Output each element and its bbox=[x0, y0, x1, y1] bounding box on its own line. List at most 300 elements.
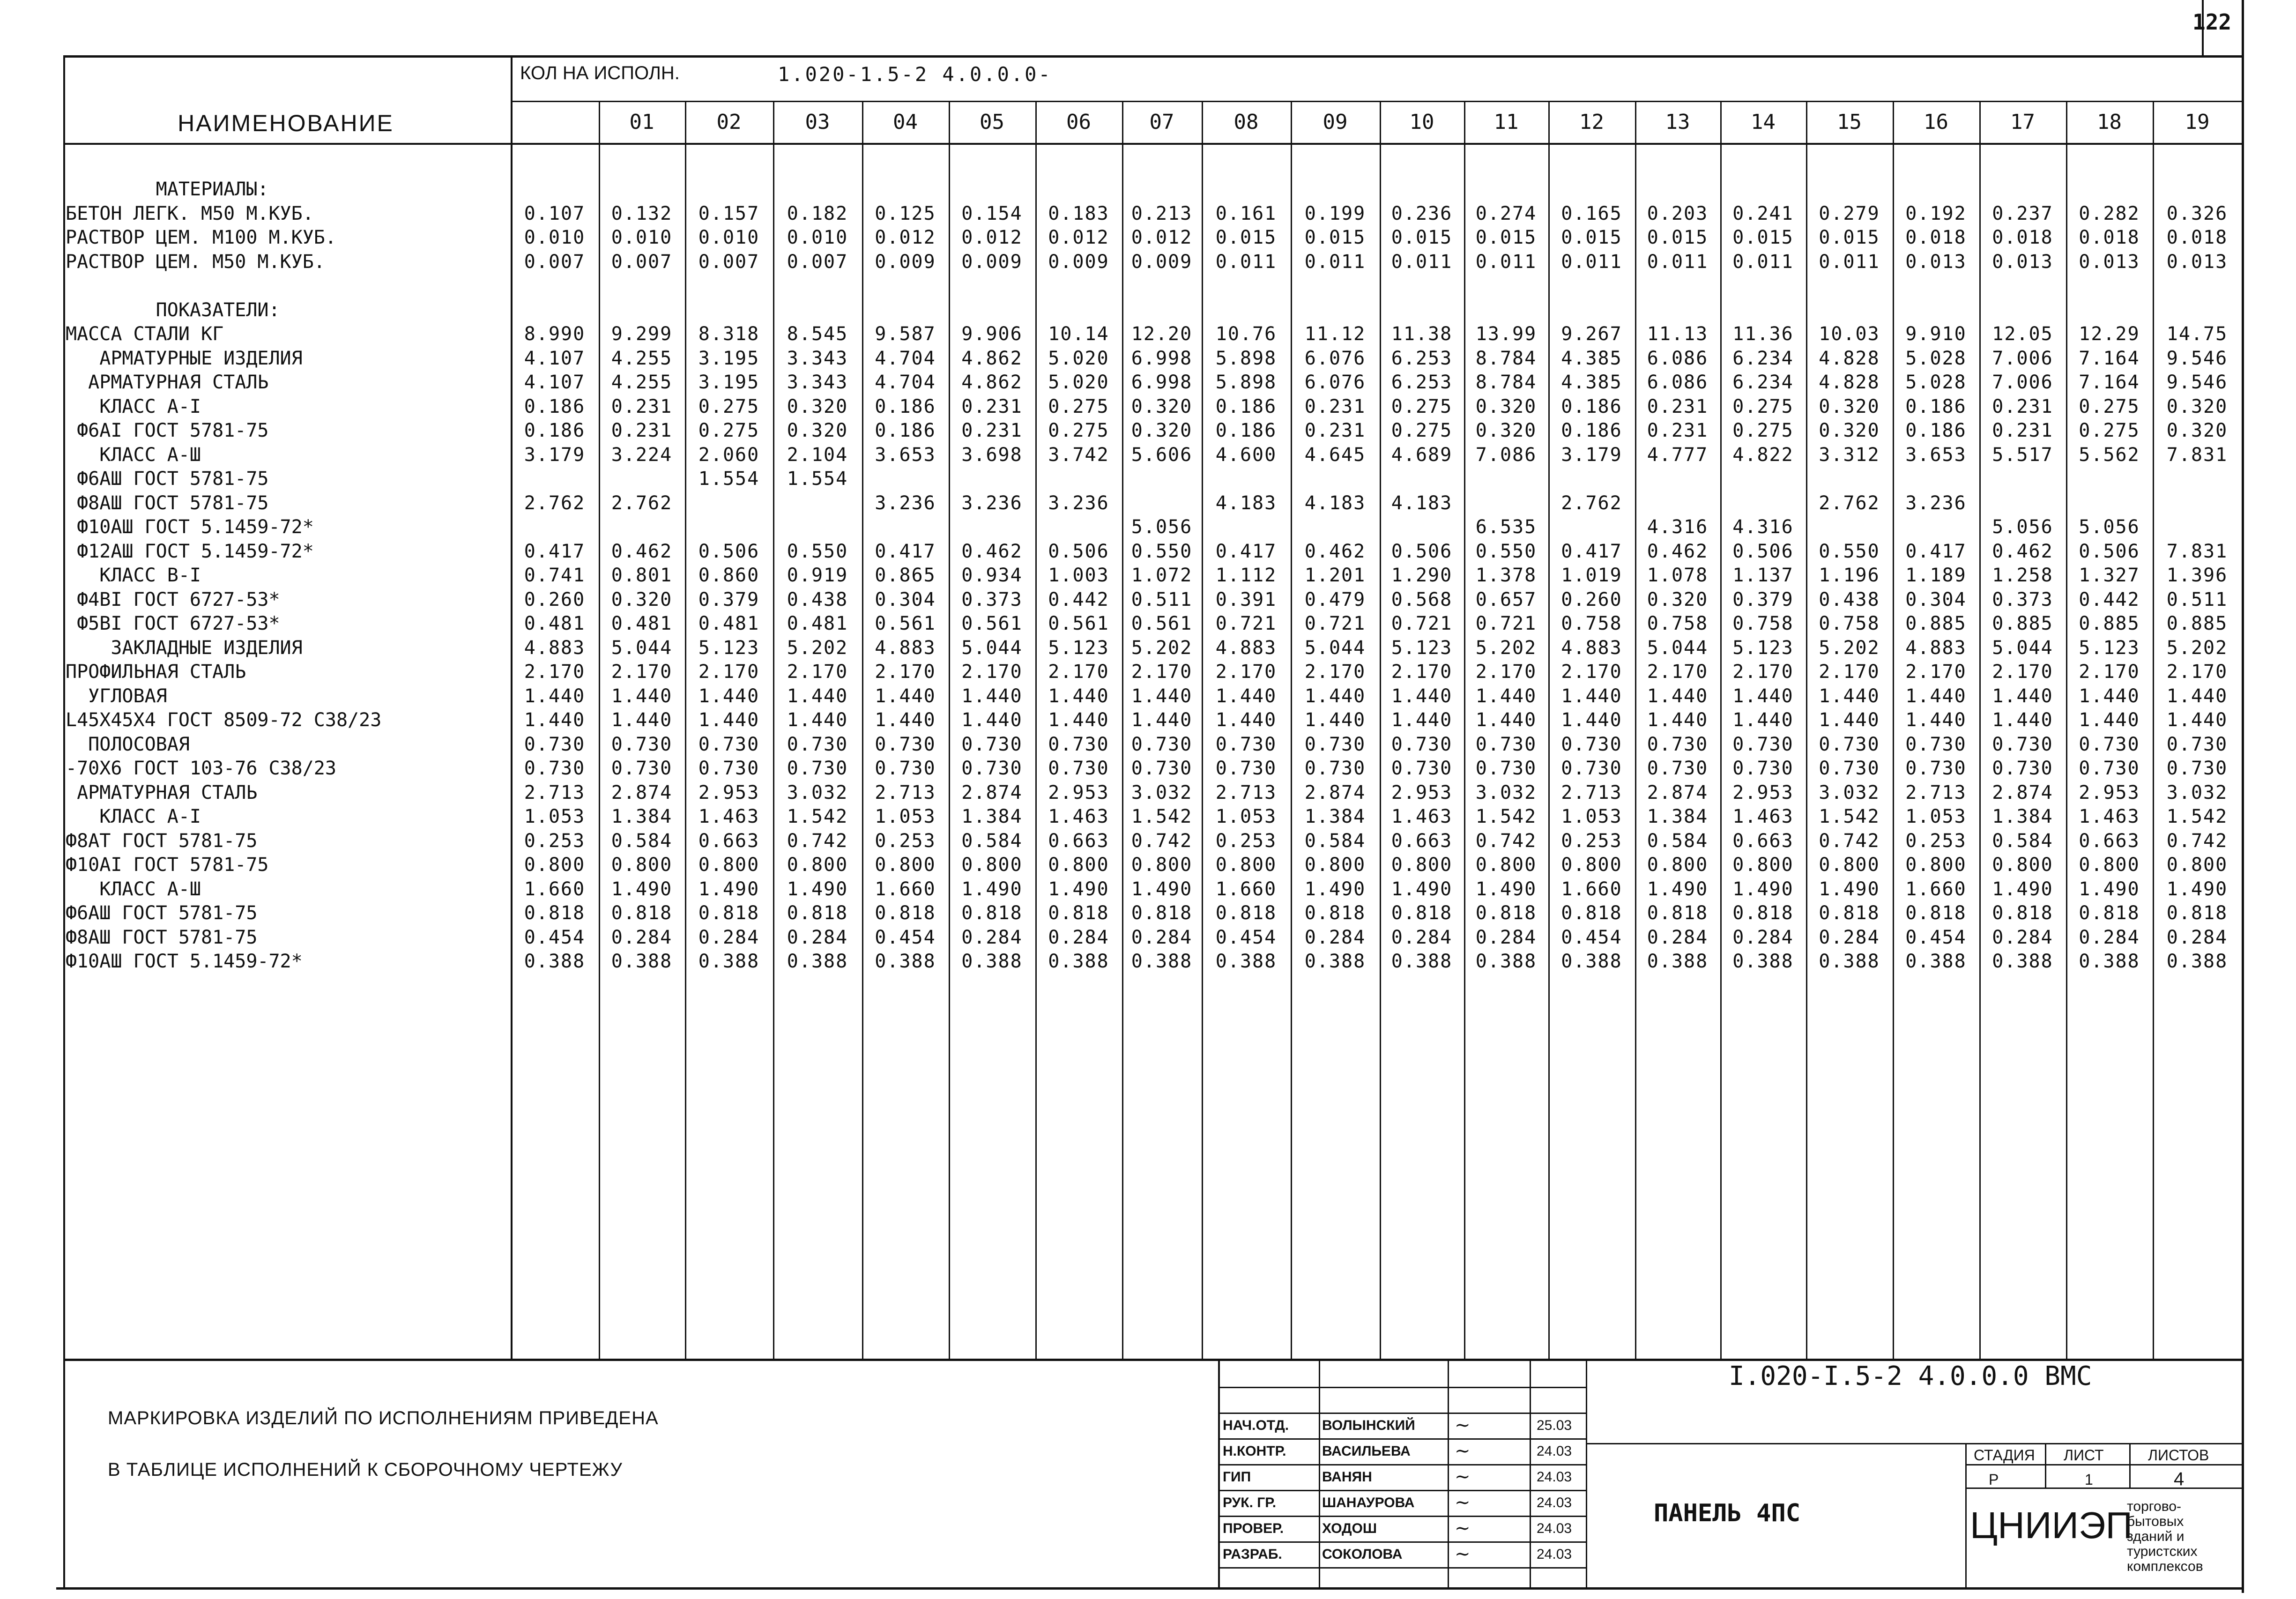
table-cell: 3.698 bbox=[961, 444, 1023, 466]
table-cell: 0.730 bbox=[961, 733, 1023, 755]
table-cell: 9.587 bbox=[875, 323, 936, 345]
table-cell: 0.885 bbox=[1905, 613, 1967, 634]
table-cell: 4.385 bbox=[1561, 372, 1622, 393]
table-cell: 1.053 bbox=[524, 806, 586, 827]
table-cell: 2.874 bbox=[611, 781, 673, 803]
table-cell: 4.883 bbox=[1905, 637, 1967, 659]
table-cell: 0.275 bbox=[698, 395, 760, 417]
table-cell: 0.657 bbox=[1475, 588, 1537, 610]
table-cell: 0.730 bbox=[1647, 758, 1709, 779]
table-cell: 1.542 bbox=[1131, 806, 1193, 827]
table-cell: 0.010 bbox=[787, 227, 848, 248]
table-cell: 5.898 bbox=[1215, 372, 1277, 393]
table-cell: 2.170 bbox=[1475, 661, 1537, 683]
table-cell: 1.440 bbox=[611, 709, 673, 731]
table-cell: 0.275 bbox=[1391, 420, 1453, 441]
table-cell: 1.440 bbox=[1475, 685, 1537, 707]
table-cell: 1.490 bbox=[1391, 878, 1453, 900]
table-cell: 0.284 bbox=[611, 926, 673, 948]
table-cell: 4.828 bbox=[1819, 372, 1880, 393]
table-cell: 0.730 bbox=[1819, 733, 1880, 755]
table-cell: 0.730 bbox=[1131, 733, 1193, 755]
table-cell: 0.934 bbox=[961, 565, 1023, 586]
row-label: Ф12АШ ГОСТ 5.1459-72* bbox=[66, 540, 314, 562]
signer-date: 24.03 bbox=[1537, 1443, 1572, 1459]
table-cell: 0.011 bbox=[1304, 251, 1366, 273]
table-cell: 1.660 bbox=[875, 878, 936, 900]
column-header-15: 15 bbox=[1837, 110, 1862, 134]
note-line-2: В ТАБЛИЦЕ ИСПОЛНЕНИЙ К СБОРОЧНОМУ ЧЕРТЕЖУ bbox=[108, 1459, 623, 1480]
table-cell: 0.730 bbox=[1819, 758, 1880, 779]
row-label: Ф6АШ ГОСТ 5781-75 bbox=[66, 902, 258, 924]
table-cell: 0.236 bbox=[1391, 202, 1453, 224]
signer-role: Н.КОНТР. bbox=[1223, 1443, 1286, 1459]
table-cell: 1.440 bbox=[1732, 709, 1794, 731]
table-cell: 0.015 bbox=[1215, 227, 1277, 248]
table-cell: 0.018 bbox=[1905, 227, 1967, 248]
signer-name: ВОЛЫНСКИЙ bbox=[1322, 1418, 1415, 1433]
table-cell: 0.511 bbox=[1131, 588, 1193, 610]
organization-subtitle: торгово- бытовых зданий и туристских комплексов bbox=[2127, 1499, 2203, 1574]
table-cell: 2.170 bbox=[698, 661, 760, 683]
table-cell: 0.442 bbox=[1048, 588, 1109, 610]
series-code: 1.020-1.5-2 4.0.0.0- bbox=[778, 63, 1052, 86]
table-cell: 2.953 bbox=[1391, 781, 1453, 803]
table-cell: 0.561 bbox=[961, 613, 1023, 634]
frame-left bbox=[63, 55, 65, 1587]
row-label: АРМАТУРНАЯ СТАЛЬ bbox=[66, 781, 258, 803]
stamp-col-sign bbox=[1530, 1361, 1531, 1588]
table-cell: 1.440 bbox=[2166, 709, 2228, 731]
table-cell: 0.279 bbox=[1819, 202, 1880, 224]
table-cell: 0.275 bbox=[1391, 395, 1453, 417]
table-cell: 1.440 bbox=[1304, 685, 1366, 707]
stamp-stage-col1 bbox=[2045, 1443, 2046, 1487]
table-cell: 3.236 bbox=[1048, 492, 1109, 514]
table-cell: 0.584 bbox=[1647, 830, 1709, 852]
table-cell: 0.284 bbox=[961, 926, 1023, 948]
table-cell: 6.234 bbox=[1732, 372, 1794, 393]
table-cell: 5.517 bbox=[1992, 444, 2053, 466]
table-cell: 0.275 bbox=[1732, 420, 1794, 441]
table-cell: 0.199 bbox=[1304, 202, 1366, 224]
row-label: АРМАТУРНЫЕ ИЗДЕЛИЯ bbox=[66, 347, 303, 369]
table-cell: 0.015 bbox=[1391, 227, 1453, 248]
table-cell: 0.584 bbox=[1304, 830, 1366, 852]
table-cell: 0.919 bbox=[787, 565, 848, 586]
table-cell: 0.730 bbox=[1304, 733, 1366, 755]
table-cell: 0.388 bbox=[1304, 951, 1366, 972]
table-cell: 1.201 bbox=[1304, 565, 1366, 586]
table-cell: 6.086 bbox=[1647, 347, 1709, 369]
table-cell: 2.170 bbox=[1647, 661, 1709, 683]
table-cell: 0.007 bbox=[524, 251, 586, 273]
table-cell: 0.730 bbox=[1475, 758, 1537, 779]
table-cell: 0.730 bbox=[611, 758, 673, 779]
table-cell: 4.883 bbox=[1561, 637, 1622, 659]
table-cell: 2.713 bbox=[1215, 781, 1277, 803]
table-cell: 0.009 bbox=[1048, 251, 1109, 273]
table-cell: 1.542 bbox=[787, 806, 848, 827]
table-cell: 5.123 bbox=[1048, 637, 1109, 659]
table-cell: 0.260 bbox=[524, 588, 586, 610]
table-cell: 3.032 bbox=[2166, 781, 2228, 803]
table-cell: 0.511 bbox=[2166, 588, 2228, 610]
table-cell: 0.015 bbox=[1561, 227, 1622, 248]
table-cell: 0.462 bbox=[611, 540, 673, 562]
table-cell: 1.053 bbox=[875, 806, 936, 827]
table-cell: 0.391 bbox=[1215, 588, 1277, 610]
table-cell: 0.721 bbox=[1391, 613, 1453, 634]
table-cell: 0.284 bbox=[1475, 926, 1537, 948]
table-cell: 1.440 bbox=[611, 685, 673, 707]
table-cell: 7.164 bbox=[2079, 372, 2140, 393]
table-cell: 0.417 bbox=[1215, 540, 1277, 562]
table-cell: 0.373 bbox=[1992, 588, 2053, 610]
table-cell: 1.463 bbox=[2079, 806, 2140, 827]
table-cell: 0.284 bbox=[698, 926, 760, 948]
column-header-11: 11 bbox=[1494, 110, 1519, 134]
table-cell: 0.275 bbox=[1732, 395, 1794, 417]
table-cell: 0.253 bbox=[1215, 830, 1277, 852]
column-header-19: 19 bbox=[2185, 110, 2210, 134]
table-cell: 0.741 bbox=[524, 565, 586, 586]
table-cell: 0.013 bbox=[1905, 251, 1967, 273]
row-label: Ф8АТ ГОСТ 5781-75 bbox=[66, 830, 258, 852]
table-cell: 0.379 bbox=[698, 588, 760, 610]
table-cell: 1.396 bbox=[2166, 565, 2228, 586]
table-cell: 1.196 bbox=[1819, 565, 1880, 586]
table-cell: 0.818 bbox=[1475, 902, 1537, 924]
table-cell: 1.463 bbox=[1391, 806, 1453, 827]
table-cell: 1.440 bbox=[1048, 685, 1109, 707]
table-cell: 2.762 bbox=[1819, 492, 1880, 514]
table-cell: 0.800 bbox=[1475, 854, 1537, 876]
table-cell: 0.438 bbox=[1819, 588, 1880, 610]
table-cell: 6.253 bbox=[1391, 347, 1453, 369]
table-cell: 8.784 bbox=[1475, 347, 1537, 369]
table-cell: 0.007 bbox=[611, 251, 673, 273]
table-cell: 0.388 bbox=[875, 951, 936, 972]
table-cell: 2.953 bbox=[1732, 781, 1794, 803]
table-cell: 1.440 bbox=[1048, 709, 1109, 731]
table-cell: 1.440 bbox=[961, 709, 1023, 731]
column-header-05: 05 bbox=[980, 110, 1004, 134]
table-cell: 3.653 bbox=[1905, 444, 1967, 466]
row-label: АРМАТУРНАЯ СТАЛЬ bbox=[66, 372, 269, 393]
table-cell: 0.018 bbox=[2079, 227, 2140, 248]
table-cell: 1.384 bbox=[1647, 806, 1709, 827]
stage-label: СТАДИЯ bbox=[1974, 1447, 2035, 1464]
table-cell: 0.320 bbox=[1131, 395, 1193, 417]
signer-role: РАЗРАБ. bbox=[1223, 1547, 1282, 1562]
table-cell: 5.044 bbox=[1304, 637, 1366, 659]
stamp-title-divider bbox=[1586, 1443, 2242, 1444]
table-cell: 1.327 bbox=[2079, 565, 2140, 586]
table-cell: 10.14 bbox=[1048, 323, 1109, 345]
table-cell: 5.044 bbox=[611, 637, 673, 659]
sheets-value: 4 bbox=[2174, 1469, 2185, 1489]
table-cell: 1.542 bbox=[1475, 806, 1537, 827]
table-cell: 2.762 bbox=[611, 492, 673, 514]
table-cell: 5.123 bbox=[2079, 637, 2140, 659]
table-cell: 0.011 bbox=[1215, 251, 1277, 273]
table-cell: 1.440 bbox=[1905, 709, 1967, 731]
table-cell: 2.762 bbox=[1561, 492, 1622, 514]
table-cell: 0.275 bbox=[698, 420, 760, 441]
table-cell: 1.440 bbox=[1647, 709, 1709, 731]
table-cell: 0.186 bbox=[524, 395, 586, 417]
table-cell: 7.164 bbox=[2079, 347, 2140, 369]
row-label: -70X6 ГОСТ 103-76 С38/23 bbox=[66, 758, 336, 779]
table-cell: 5.562 bbox=[2079, 444, 2140, 466]
table-cell: 0.800 bbox=[787, 854, 848, 876]
table-cell: 1.440 bbox=[1647, 685, 1709, 707]
table-cell: 0.800 bbox=[1992, 854, 2053, 876]
table-cell: 0.320 bbox=[2166, 420, 2228, 441]
stage-value: Р bbox=[1989, 1471, 1999, 1488]
table-cell: 1.440 bbox=[875, 709, 936, 731]
row-label: Ф6АI ГОСТ 5781-75 bbox=[66, 420, 269, 441]
column-header-07: 07 bbox=[1149, 110, 1174, 134]
table-cell: 0.284 bbox=[1304, 926, 1366, 948]
table-cell: 4.183 bbox=[1215, 492, 1277, 514]
table-cell: 0.013 bbox=[2166, 251, 2228, 273]
table-cell: 0.161 bbox=[1215, 202, 1277, 224]
table-cell: 13.99 bbox=[1475, 323, 1537, 345]
table-cell: 7.831 bbox=[2166, 540, 2228, 562]
table-cell: 2.170 bbox=[611, 661, 673, 683]
table-cell: 1.440 bbox=[1391, 685, 1453, 707]
table-cell: 5.044 bbox=[1647, 637, 1709, 659]
table-cell: 0.481 bbox=[698, 613, 760, 634]
table-cell: 0.388 bbox=[961, 951, 1023, 972]
table-cell: 6.076 bbox=[1304, 347, 1366, 369]
table-cell: 0.730 bbox=[1391, 758, 1453, 779]
table-cell: 0.253 bbox=[524, 830, 586, 852]
table-cell: 1.440 bbox=[1215, 685, 1277, 707]
table-cell: 5.202 bbox=[2166, 637, 2228, 659]
table-cell: 1.554 bbox=[698, 468, 760, 490]
table-cell: 0.885 bbox=[2079, 613, 2140, 634]
table-cell: 1.290 bbox=[1391, 565, 1453, 586]
table-cell: 0.561 bbox=[875, 613, 936, 634]
table-cell: 1.189 bbox=[1905, 565, 1967, 586]
table-cell: 1.440 bbox=[1561, 709, 1622, 731]
table-cell: 1.440 bbox=[1475, 709, 1537, 731]
table-cell: 12.20 bbox=[1131, 323, 1193, 345]
table-cell: 0.758 bbox=[1819, 613, 1880, 634]
table-cell: 0.107 bbox=[524, 202, 586, 224]
table-cell: 1.490 bbox=[2166, 878, 2228, 900]
table-cell: 5.028 bbox=[1905, 372, 1967, 393]
table-cell: 2.953 bbox=[2079, 781, 2140, 803]
table-cell: 1.660 bbox=[1561, 878, 1622, 900]
row-label: Ф8АШ ГОСТ 5781-75 bbox=[66, 492, 269, 514]
table-cell: 1.490 bbox=[1819, 878, 1880, 900]
table-cell: 1.463 bbox=[698, 806, 760, 827]
table-cell: 0.284 bbox=[1048, 926, 1109, 948]
table-cell: 0.506 bbox=[1048, 540, 1109, 562]
table-cell: 0.454 bbox=[524, 926, 586, 948]
table-cell: 0.730 bbox=[1561, 758, 1622, 779]
column-header-16: 16 bbox=[1924, 110, 1948, 134]
row-label: КЛАСС А-Ш bbox=[66, 878, 201, 900]
row-label: Ф8АШ ГОСТ 5781-75 bbox=[66, 926, 258, 948]
table-cell: 0.742 bbox=[1819, 830, 1880, 852]
table-cell: 0.800 bbox=[1215, 854, 1277, 876]
table-cell: 0.186 bbox=[1215, 420, 1277, 441]
table-cell: 0.284 bbox=[787, 926, 848, 948]
row-label: Ф6АШ ГОСТ 5781-75 bbox=[66, 468, 269, 490]
signature-scribble: ~ bbox=[1455, 1492, 1471, 1513]
table-cell: 0.186 bbox=[1905, 420, 1967, 441]
table-cell: 0.550 bbox=[1475, 540, 1537, 562]
table-cell: 5.123 bbox=[698, 637, 760, 659]
table-cell: 0.742 bbox=[2166, 830, 2228, 852]
table-cell: 0.284 bbox=[2166, 926, 2228, 948]
table-cell: 1.440 bbox=[1732, 685, 1794, 707]
table-cell: 0.730 bbox=[2166, 733, 2228, 755]
signer-role: НАЧ.ОТД. bbox=[1223, 1418, 1289, 1433]
table-cell: 3.343 bbox=[787, 372, 848, 393]
table-cell: 4.600 bbox=[1215, 444, 1277, 466]
column-header-09: 09 bbox=[1323, 110, 1348, 134]
drawing-title: ПАНЕЛЬ 4ПС bbox=[1654, 1499, 1801, 1527]
table-cell: 3.742 bbox=[1048, 444, 1109, 466]
table-cell: 1.053 bbox=[1561, 806, 1622, 827]
table-cell: 0.388 bbox=[1048, 951, 1109, 972]
row-label: Ф10АI ГОСТ 5781-75 bbox=[66, 854, 269, 876]
table-cell: 0.417 bbox=[1561, 540, 1622, 562]
table-cell: 0.730 bbox=[2079, 758, 2140, 779]
table-cell: 11.13 bbox=[1647, 323, 1709, 345]
table-cell: 0.379 bbox=[1732, 588, 1794, 610]
table-cell: 0.730 bbox=[2079, 733, 2140, 755]
table-cell: 0.730 bbox=[1561, 733, 1622, 755]
table-cell: 0.203 bbox=[1647, 202, 1709, 224]
table-cell: 0.015 bbox=[1304, 227, 1366, 248]
table-cell: 0.012 bbox=[1131, 227, 1193, 248]
table-cell: 0.417 bbox=[1905, 540, 1967, 562]
table-cell: 11.36 bbox=[1732, 323, 1794, 345]
table-cell: 1.137 bbox=[1732, 565, 1794, 586]
table-cell: 0.663 bbox=[1391, 830, 1453, 852]
table-cell: 0.663 bbox=[1048, 830, 1109, 852]
stamp-stage-val-line bbox=[1965, 1487, 2242, 1489]
table-cell: 0.800 bbox=[1048, 854, 1109, 876]
table-cell: 3.236 bbox=[961, 492, 1023, 514]
signer-date: 25.03 bbox=[1537, 1418, 1572, 1433]
frame-bottom bbox=[56, 1587, 2244, 1590]
table-cell: 3.653 bbox=[875, 444, 936, 466]
row-label: L45X45X4 ГОСТ 8509-72 С38/23 bbox=[66, 709, 382, 731]
table-cell: 5.202 bbox=[787, 637, 848, 659]
table-cell: 0.721 bbox=[1215, 613, 1277, 634]
table-cell: 1.440 bbox=[1819, 709, 1880, 731]
table-cell: 0.165 bbox=[1561, 202, 1622, 224]
signer-date: 24.03 bbox=[1537, 1495, 1572, 1510]
table-cell: 0.462 bbox=[1304, 540, 1366, 562]
table-cell: 0.231 bbox=[611, 395, 673, 417]
table-cell: 0.186 bbox=[524, 420, 586, 441]
table-cell: 0.454 bbox=[875, 926, 936, 948]
row-label: РАСТВОР ЦЕМ. М100 М.КУБ. bbox=[66, 227, 336, 248]
table-cell: 4.822 bbox=[1732, 444, 1794, 466]
table-cell: 0.818 bbox=[698, 902, 760, 924]
table-cell: 0.388 bbox=[787, 951, 848, 972]
table-cell: 1.490 bbox=[1304, 878, 1366, 900]
table-cell: 6.234 bbox=[1732, 347, 1794, 369]
signature-scribble: ~ bbox=[1455, 1543, 1471, 1565]
table-cell: 5.898 bbox=[1215, 347, 1277, 369]
table-cell: 2.953 bbox=[698, 781, 760, 803]
table-cell: 4.883 bbox=[875, 637, 936, 659]
table-cell: 0.550 bbox=[1131, 540, 1193, 562]
table-cell: 0.284 bbox=[1131, 926, 1193, 948]
table-cell: 0.442 bbox=[2079, 588, 2140, 610]
table-cell: 0.800 bbox=[1905, 854, 1967, 876]
table-cell: 5.202 bbox=[1131, 637, 1193, 659]
table-cell: 2.170 bbox=[1048, 661, 1109, 683]
table-cell: 0.454 bbox=[1561, 926, 1622, 948]
table-cell: 0.231 bbox=[1304, 395, 1366, 417]
table-cell: 7.006 bbox=[1992, 372, 2053, 393]
table-cell: 4.316 bbox=[1647, 516, 1709, 538]
table-cell: 1.440 bbox=[1819, 685, 1880, 707]
stamp-col-date bbox=[1586, 1361, 1587, 1588]
table-cell: 1.490 bbox=[1732, 878, 1794, 900]
table-cell: 0.260 bbox=[1561, 588, 1622, 610]
table-cell: 0.417 bbox=[875, 540, 936, 562]
table-cell: 1.440 bbox=[1992, 709, 2053, 731]
table-cell: 4.704 bbox=[875, 347, 936, 369]
table-cell: 1.490 bbox=[1647, 878, 1709, 900]
table-cell: 0.018 bbox=[1992, 227, 2053, 248]
table-cell: 2.713 bbox=[1561, 781, 1622, 803]
table-cell: 0.730 bbox=[1905, 758, 1967, 779]
table-cell: 0.462 bbox=[961, 540, 1023, 562]
signature-scribble: ~ bbox=[1455, 1466, 1471, 1487]
table-cell: 0.506 bbox=[1391, 540, 1453, 562]
table-cell: 12.29 bbox=[2079, 323, 2140, 345]
table-cell: 1.384 bbox=[611, 806, 673, 827]
table-cell: 8.990 bbox=[524, 323, 586, 345]
sheet-value: 1 bbox=[2085, 1471, 2093, 1488]
table-cell: 0.462 bbox=[1992, 540, 2053, 562]
column-header-01: 01 bbox=[629, 110, 654, 134]
table-cell: 2.170 bbox=[875, 661, 936, 683]
table-cell: 5.123 bbox=[1391, 637, 1453, 659]
table-cell: 0.568 bbox=[1391, 588, 1453, 610]
sheet-label: ЛИСТ bbox=[2064, 1447, 2104, 1464]
table-cell: 0.388 bbox=[1475, 951, 1537, 972]
row-label: УГЛОВАЯ bbox=[66, 685, 167, 707]
table-cell: 0.800 bbox=[2166, 854, 2228, 876]
table-cell: 0.758 bbox=[1561, 613, 1622, 634]
table-cell: 1.660 bbox=[524, 878, 586, 900]
table-cell: 1.384 bbox=[1992, 806, 2053, 827]
row-label: Ф10АШ ГОСТ 5.1459-72* bbox=[66, 951, 303, 972]
table-cell: 4.385 bbox=[1561, 347, 1622, 369]
document-code: I.020-I.5-2 4.0.0.0 ВМС bbox=[1729, 1361, 2092, 1391]
table-cell: 4.255 bbox=[611, 347, 673, 369]
table-cell: 3.032 bbox=[1131, 781, 1193, 803]
table-cell: 0.154 bbox=[961, 202, 1023, 224]
table-cell: 0.320 bbox=[1819, 395, 1880, 417]
table-cell: 0.865 bbox=[875, 565, 936, 586]
table-cell: 2.953 bbox=[1048, 781, 1109, 803]
